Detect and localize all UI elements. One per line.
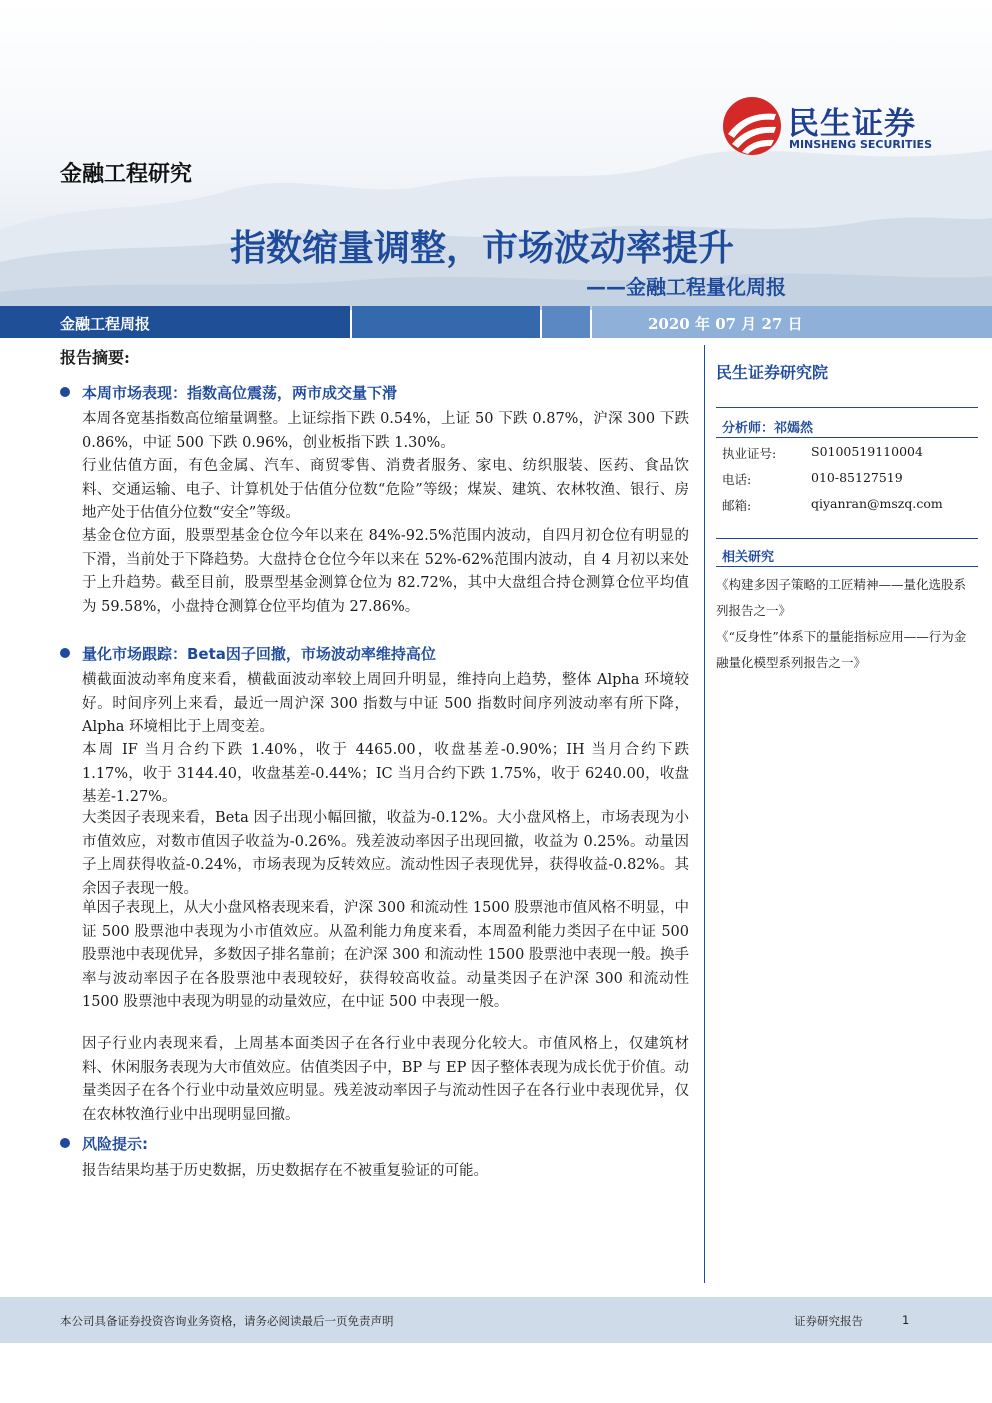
paragraph: 大类因子表现来看，Beta 因子出现小幅回撤，收益为-0.12%。大小盘风格上，市场表现为小市值效应，对数市值因子收益为-0.26%。残差波动率因子出现回撤，收益为 0.25%。动量因子上周获得收益-0.24%，市场表现为反转效应。流动性因子表现优异，获得收益-0.82%。其余因子表现一般。 [82,810,689,897]
sidebar-rule [716,566,978,567]
related-research-item[interactable]: 《“反身性”体系下的量能指标应用——行为金融量化模型系列报告之一》 [716,629,967,670]
bullet-icon [60,648,70,658]
section-heading-risk: 风险提示: [60,1133,148,1154]
footer-disclaimer: 本公司具备证券投资咨询业务资格，请务必阅读最后一页免责声明 [60,1314,394,1328]
section-heading-quant: 量化市场跟踪：Beta因子回撤，市场波动率维持高位 [60,643,436,664]
paragraph: 基金仓位方面，股票型基金仓位今年以来在 84%-92.5%范围内波动，自四月初仓位有明显的下滑，当前处于下降趋势。大盘持仓仓位今年以来在 52%-62%范围内波动，自 4 月初以来处于上升趋势。截至目前，股票型基金测算仓位为 82.72%，其中大盘组合持仓测算仓位平均值为 59.58%，小盘持仓测算仓位平均值为 27.86%。 [82,528,689,615]
cert-value: S0100519110004 [811,444,923,459]
department-title: 金融工程研究 [60,162,193,187]
phone-label: 电话: [722,472,752,487]
cert-label: 执业证号: [722,446,777,461]
logo-chinese-name: 民生证券 [788,106,916,142]
bullet-icon [60,387,70,397]
minsheng-logo-icon [722,96,782,156]
institute-name: 民生证券研究院 [716,363,829,382]
report-title: 指数缩量调整，市场波动率提升 [229,228,734,269]
column-divider [704,345,705,1283]
paragraph: 横截面波动率角度来看，横截面波动率较上周回升明显，维持向上趋势，整体 Alpha 环境较好。时间序列上来看，最近一周沪深 300 指数与中证 500 指数时间序列波动率有所下降，Alpha 环境相比于上周变差。 [82,672,689,735]
company-logo [722,96,952,156]
paragraph: 本周各宽基指数高位缩量调整。上证综指下跌 0.54%，上证 50 下跌 0.87%，沪深 300 下跌 0.86%，中证 500 下跌 0.96%，创业板指下跌 1.30%。 [82,411,689,451]
paragraph: 行业估值方面，有色金属、汽车、商贸零售、消费者服务、家电、纺织服装、医药、食品饮料、交通运输、电子、计算机处于估值分位数“危险”等级；煤炭、建筑、农林牧渔、银行、房地产处于估值分位数“安全”等级。 [82,458,689,521]
email-value[interactable]: qiyanran@mszq.com [811,496,943,511]
report-subtitle: ——金融工程量化周报 [586,275,786,299]
related-research-item[interactable]: 《构建多因子策略的工匠精神——量化选股系列报告之一》 [716,577,967,618]
paragraph: 本周 IF 当月合约下跌 1.40%，收于 4465.00，收盘基差-0.90%；IH 当月合约下跌 1.17%，收于 3144.40，收盘基差-0.44%；IC 当月合约下跌 1.75%，收于 6240.00，收盘基差-1.27%。 [82,742,689,805]
email-label: 邮箱: [722,498,752,513]
summary-title: 报告摘要: [60,348,130,367]
sidebar-rule [716,437,978,438]
paragraph: 单因子表现上，从大小盘风格表现来看，沪深 300 和流动性 1500 股票池市值风格不明显，中证 500 股票池中表现为小市值效应。从盈利能力角度来看，本周盈利能力类因子在中证 500 股票池中表现优异，多数因子排名靠前；在沪深 300 和流动性 1500 股票池中表现一般。换手率与波动率因子在各股票池中表现较好，获得较高收益。动量类因子在沪深 300 和流动性 1500 股票池中表现为明显的动量效应，在中证 500 中表现一般。 [82,900,689,1010]
report-date: 2020 年 07 月 27 日 [648,315,803,333]
paragraph: 因子行业内表现来看，上周基本面类因子在各行业中表现分化较大。市值风格上，仅建筑材料、休闲服务表现为大市值效应。估值类因子中，BP 与 EP 因子整体表现为成长优于价值。动量类因子在各个行业中动量效应明显。残差波动率因子与流动性因子在各行业中表现优异，仅在农林牧渔行业中出现明显回撤。 [82,1036,689,1123]
footer-report-type: 证券研究报告 [794,1314,863,1328]
paragraph: 报告结果均基于历史数据，历史数据存在不被重复验证的可能。 [82,1163,488,1179]
logo-english-name: MINSHENG SECURITIES [789,138,932,151]
section-heading-market: 本周市场表现：指数高位震荡，两市成交量下滑 [60,382,397,403]
page-number: 1 [902,1313,910,1327]
bullet-icon [60,1138,70,1148]
related-research-title: 相关研究 [722,550,775,565]
report-type-label: 金融工程周报 [60,315,151,333]
phone-value: 010-85127519 [811,470,903,485]
sidebar-rule [716,538,978,539]
sidebar-rule [716,407,978,408]
analyst-name: 分析师：祁嫣然 [722,421,814,436]
